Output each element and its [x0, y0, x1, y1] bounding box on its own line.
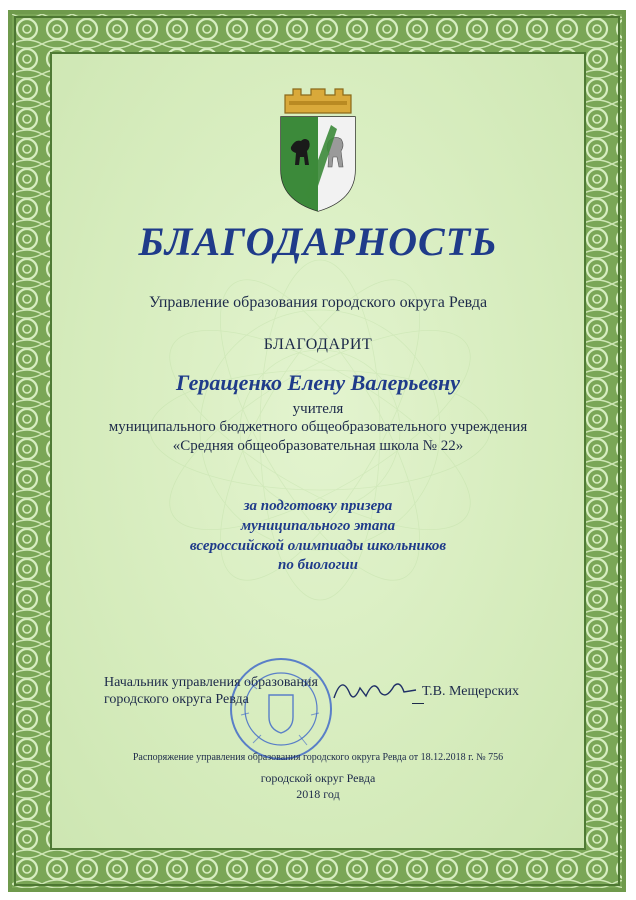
reason-line: всероссийской олимпиады школьников — [189, 538, 447, 554]
reason-line: за подготовку призера — [243, 498, 393, 514]
thanks-verb: БЛАГОДАРИТ — [263, 336, 373, 353]
coat-of-arms-emblem — [275, 85, 361, 215]
official-stamp — [227, 655, 335, 763]
handwritten-signature — [330, 668, 420, 708]
issue-place: городской округ Ревда — [260, 771, 376, 785]
certificate-title: БЛАГОДАРНОСТЬ — [138, 219, 498, 264]
recipient-role: учителя — [292, 401, 344, 417]
issuer-organization: Управление образования городского округа Ревда — [148, 294, 488, 311]
recipient-institution-type: муниципального бюджетного общеобразовательного учреждения — [108, 419, 528, 435]
signature-dash — [412, 703, 424, 704]
recipient-institution-name: «Средняя общеобразовательная школа № 22» — [172, 438, 464, 454]
reason-line: муниципального этапа — [240, 518, 396, 534]
decree-reference: Распоряжение управления образования городского округа Ревда от 18.12.2018 г. № 756 — [132, 752, 504, 763]
reason-line: по биологии — [278, 557, 358, 573]
recipient-name: Геращенко Елену Валерьевну — [175, 370, 461, 395]
signer-position: Начальник управления образования — [104, 675, 318, 690]
issue-year: 2018 год — [296, 787, 340, 801]
signer-name: Т.В. Мещерских — [422, 684, 519, 699]
signer-position-org: городского округа Ревда — [104, 692, 249, 707]
